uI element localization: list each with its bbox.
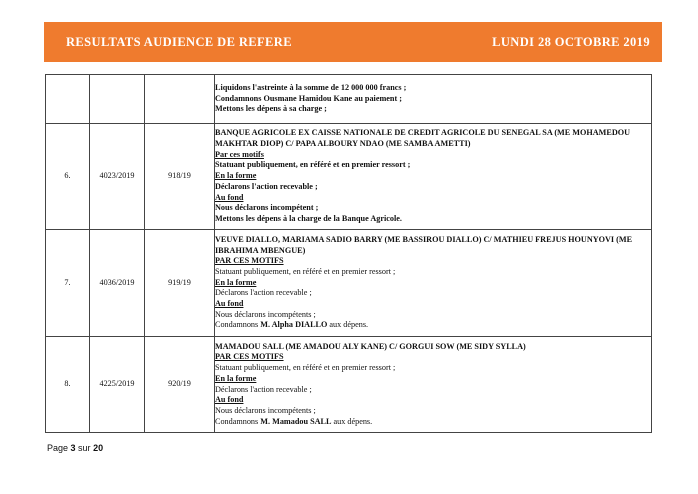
decision-cell [215,124,652,230]
decision-line: Déclarons l'action recevable ; [215,288,312,298]
case-number: 8. [46,337,90,433]
section-heading: Par ces motifs [215,149,264,159]
footer-label: sur [75,443,94,453]
hearing-date: LUNDI 28 OCTOBRE 2019 [492,34,650,49]
section-heading: Au fond [215,299,244,309]
decision-line: Déclarons l'action recevable ; [215,384,312,394]
decision-line [215,417,651,428]
decision-line: Statuant publiquement, en référé et en premier ressort ; [215,160,411,170]
case-number: 6. [46,124,90,230]
section-heading: Au fond [215,395,244,405]
decision-cell [215,75,652,124]
party-name: M. Mamadou SALL [260,416,332,426]
decision-line [215,320,651,331]
total-pages: 20 [93,443,104,453]
section-heading: PAR CES MOTIFS [215,256,284,266]
decision-line: Condamnons Ousmane Hamidou Kane au paiement ; [215,93,402,103]
role-number: 4225/2019 [90,337,145,433]
table-row [46,75,652,124]
decision-line: Déclarons l'action recevable ; [215,181,318,191]
role-number [90,75,145,124]
section-heading: En la forme [215,373,257,383]
ordonnance-number: 919/19 [145,230,215,337]
section-heading: En la forme [215,171,257,181]
ordonnance-number: 918/19 [145,124,215,230]
decision-line: Statuant publiquement, en référé et en premier ressort ; [215,266,396,276]
case-number [46,75,90,124]
current-page: 3 [70,443,76,453]
decision-line: Nous déclarons incompétents ; [215,405,316,415]
decision-cell [215,230,652,337]
page-title: RESULTATS AUDIENCE DE REFERE [66,34,292,49]
parties: VEUVE DIALLO, MARIAMA SADIO BARRY (ME BASSIROU DIALLO) C/ MATHIEU FREJUS HOUNYOVI (ME IBRAHIMA MBENGUE) [215,234,633,255]
parties: MAMADOU SALL (ME AMADOU ALY KANE) C/ GORGUI SOW (ME SIDY SYLLA) [215,341,526,351]
decision-cell [215,337,652,433]
decision-text: Condamnons [215,416,261,426]
decision-line: Mettons les dépens à la charge de la Banque Agricole. [215,213,402,223]
party-name: M. Alpha DIALLO [260,320,328,330]
decision-line: Mettons les dépens à sa charge ; [215,104,327,114]
header-banner [44,22,662,62]
ordonnance-number: 920/19 [145,337,215,433]
table-row [46,337,652,433]
decision-text: Condamnons [215,320,261,330]
ordonnance-number [145,75,215,124]
parties: BANQUE AGRICOLE EX CAISSE NATIONALE DE CREDIT AGRICOLE DU SENEGAL SA (ME MOHAMEDOU MAKHTAR DIOP) C/ PAPA ALBOURY NDAO (ME SAMBA AMETTI) [215,128,631,149]
section-heading: PAR CES MOTIFS [215,352,284,362]
decision-line: Nous déclarons incompétent ; [215,203,319,213]
decision-text: aux dépens. [327,320,369,330]
decision-text: aux dépens. [331,416,373,426]
role-number: 4023/2019 [90,124,145,230]
table-row [46,230,652,337]
page-footer [47,443,103,453]
decision-line: Nous déclarons incompétents ; [215,309,316,319]
table-row [46,124,652,230]
results-table [45,74,652,433]
section-heading: En la forme [215,277,257,287]
section-heading: Au fond [215,192,244,202]
case-number: 7. [46,230,90,337]
decision-line: Liquidons l'astreinte à la somme de 12 000 000 francs ; [215,82,407,92]
footer-label: Page [47,443,71,453]
decision-line: Statuant publiquement, en référé et en premier ressort ; [215,363,396,373]
role-number: 4036/2019 [90,230,145,337]
